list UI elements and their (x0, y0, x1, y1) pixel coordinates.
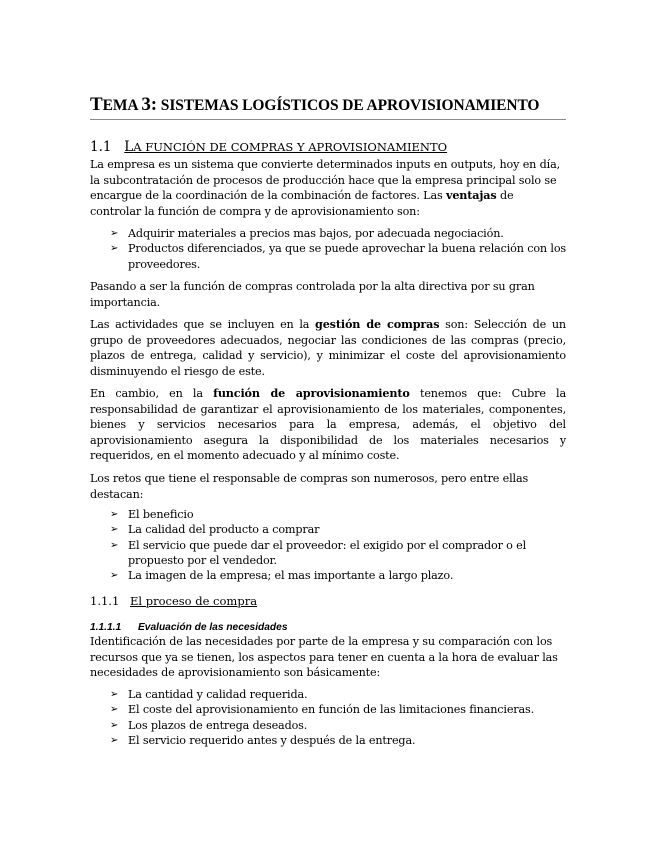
list-item-text: El beneficio (128, 508, 194, 521)
subsection-heading (90, 594, 565, 609)
subsubsection-title: Evaluación de las necesidades (138, 622, 288, 633)
list-item-text: La imagen de la empresa; el mas importante a largo plazo. (128, 569, 454, 583)
list-item-text: El servicio que puede dar el proveedor: el exigido por el comprador o el propuesto por el vendedor. (128, 538, 527, 567)
section-title (124, 140, 447, 154)
challenges-list (90, 507, 566, 583)
document-title (90, 95, 565, 116)
needs-list (90, 687, 566, 748)
list-item (90, 226, 566, 241)
gestion-bold: gestión de compras (315, 317, 440, 331)
list-item-text: Productos diferenciados, ya que se puede aprovechar la buena relación con los proveedores. (128, 242, 566, 271)
section-number: 1.1 (90, 139, 112, 155)
needs-paragraph: Identificación de las necesidades por parte de la empresa y su comparación con los recursos que ya se tienen, los aspectos para tener en cuenta a la hora de evaluar las necesidades de aprovisionamiento son básicamente: (90, 635, 558, 679)
section-title-initial: L (124, 139, 134, 155)
gestion-paragraph (90, 317, 566, 379)
list-item (90, 733, 566, 748)
title-word-rest: EMA (102, 97, 138, 114)
section-heading (90, 139, 565, 156)
aprov-bold: función de aprovisionamiento (213, 386, 410, 400)
advantages-list (90, 226, 566, 272)
title-number: 3: (141, 94, 158, 115)
intro-text: La empresa es un sistema que convierte determinados inputs en outputs, hoy en día, la subcontratación de procesos de producción hace que la empresa principal solo se encargue de la coordinación de la combinación de factores. Las (90, 158, 561, 202)
list-item-text: El coste del aprovisionamiento en función de las limitaciones financieras. (128, 703, 535, 717)
section-title-rest: A FUNCIÓN DE COMPRAS Y APROVISIONAMIENTO (133, 140, 448, 154)
list-item (90, 702, 566, 717)
intro-paragraph (90, 157, 566, 219)
arrow-bullet-icon: ➢ (110, 719, 119, 731)
arrow-bullet-icon: ➢ (110, 243, 119, 255)
list-item-text: Adquirir materiales a precios mas bajos, por adecuada negociación. (128, 227, 504, 240)
list-item-text: La cantidad y calidad requerida. (128, 688, 308, 701)
list-item-text: Los plazos de entrega deseados. (128, 718, 308, 732)
arrow-bullet-icon: ➢ (110, 689, 119, 700)
aprovisionamiento-paragraph (90, 386, 566, 464)
retos-paragraph: Los retos que tiene el responsable de compras son numerosos, pero entre ellas destacan: (90, 472, 529, 501)
arrow-bullet-icon: ➢ (110, 570, 119, 582)
title-rule (90, 119, 566, 120)
aprov-text-end: tenemos que: Cubre la responsabilidad de garantizar el aprovisionamiento de los materiales, componentes, bienes y servicios necesarios para la empresa, además, el objetivo del aprovisionamiento asegura la disponibilidad de los materiales necesarios y requeridos, en el momento adecuado y al mínimo coste. (90, 387, 567, 462)
list-item (90, 687, 566, 702)
list-item-text: El servicio requerido antes y después de la entrega. (128, 733, 416, 747)
list-item (90, 507, 566, 522)
title-subtitle: SISTEMAS LOGÍSTICOS DE APROVISIONAMIENTO (160, 97, 540, 114)
list-item (90, 718, 566, 733)
gestion-text-end: son: Selección de un grupo de proveedores adecuados, negociar las condiciones de las compras (precio, plazos de entrega, calidad y servicio), y minimizar el coste del aprovisionamiento disminuyendo el riesgo de este. (90, 318, 566, 378)
intro-bold: ventajas (445, 188, 497, 202)
subsection-number: 1.1.1 (90, 594, 120, 608)
subsubsection-heading (90, 621, 565, 634)
list-item-text: La calidad del producto a comprar (128, 523, 320, 537)
arrow-bullet-icon: ➢ (110, 539, 119, 551)
list-item (90, 241, 566, 272)
title-first-letter: T (90, 94, 103, 115)
intro-text-end: de controlar la función de compra y de aprovisionamiento son: (90, 189, 514, 218)
list-item (90, 538, 566, 569)
gestion-text: Las actividades que se incluyen en la (90, 318, 316, 331)
arrow-bullet-icon: ➢ (110, 228, 119, 239)
arrow-bullet-icon: ➢ (110, 524, 119, 536)
arrow-bullet-icon: ➢ (110, 734, 119, 746)
arrow-bullet-icon: ➢ (110, 704, 119, 716)
subsection-title: El proceso de compra (130, 594, 258, 608)
control-paragraph: Pasando a ser la función de compras controlada por la alta directiva por su gran importancia. (90, 280, 535, 309)
list-item (90, 568, 566, 583)
list-item (90, 522, 566, 537)
arrow-bullet-icon: ➢ (110, 509, 119, 520)
aprov-text: En cambio, en la (90, 387, 214, 400)
subsubsection-number: 1.1.1.1 (90, 622, 122, 633)
